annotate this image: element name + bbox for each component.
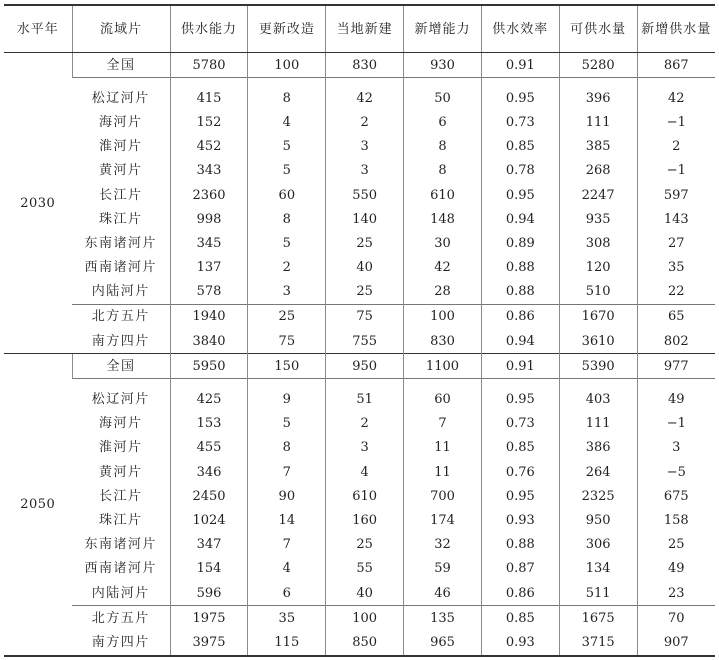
value-cell: 5 xyxy=(248,231,326,255)
basin-cell: 长江片 xyxy=(99,187,143,203)
basin-cell: 长江片 xyxy=(99,488,143,504)
header-row xyxy=(4,5,715,53)
value-cell: 11 xyxy=(404,436,482,460)
value-cell: 134 xyxy=(559,557,637,581)
value-cell: 0.95 xyxy=(481,183,559,207)
value-cell: 50 xyxy=(404,78,482,111)
value-cell: 8 xyxy=(404,135,482,159)
value-cell: 415 xyxy=(170,78,248,111)
value-cell: 1975 xyxy=(170,606,248,631)
table-row xyxy=(4,460,715,484)
value-cell: 1675 xyxy=(559,606,637,631)
value-cell: 347 xyxy=(170,533,248,557)
value-cell: 2 xyxy=(248,256,326,280)
column-header: 供水能力 xyxy=(170,5,248,53)
value-cell: 35 xyxy=(248,606,326,631)
value-cell: 3 xyxy=(637,436,715,460)
value-cell: 14 xyxy=(248,508,326,532)
value-cell: 830 xyxy=(404,329,482,354)
value-cell: 11 xyxy=(404,460,482,484)
value-cell: 1670 xyxy=(559,304,637,329)
value-cell: 345 xyxy=(170,231,248,255)
value-cell: 42 xyxy=(326,78,404,111)
value-cell: 8 xyxy=(248,207,326,231)
value-cell: 264 xyxy=(559,460,637,484)
value-cell: 0.94 xyxy=(481,329,559,354)
value-cell: 75 xyxy=(248,329,326,354)
basin-cell: 珠江片 xyxy=(99,512,143,528)
value-cell: 0.76 xyxy=(481,460,559,484)
value-cell: 2 xyxy=(637,135,715,159)
basin-cell: 松辽河片 xyxy=(72,379,170,412)
basin-cell: 淮河片 xyxy=(99,139,143,155)
value-cell: 5950 xyxy=(170,354,248,379)
value-cell: 550 xyxy=(326,183,404,207)
value-cell: 8 xyxy=(404,159,482,183)
value-cell: 2450 xyxy=(170,484,248,508)
basin-cell: 内陆河片 xyxy=(91,585,150,601)
value-cell: 6 xyxy=(248,581,326,606)
value-cell: 3 xyxy=(326,159,404,183)
value-cell: 111 xyxy=(559,110,637,134)
basin-cell: 东南诸河片 xyxy=(84,537,158,553)
value-cell: 385 xyxy=(559,135,637,159)
basin-cell: 西南诸河片 xyxy=(84,561,158,577)
basin-cell: 海河片 xyxy=(99,416,143,432)
value-cell: 153 xyxy=(170,412,248,436)
value-cell: 100 xyxy=(326,606,404,631)
value-cell: 28 xyxy=(404,280,482,305)
value-cell: 5390 xyxy=(559,354,637,379)
value-cell: 152 xyxy=(170,110,248,134)
basin-cell: 南方四片 xyxy=(72,630,170,655)
table-row xyxy=(4,630,715,655)
value-cell: 268 xyxy=(559,159,637,183)
value-cell: 0.85 xyxy=(481,436,559,460)
table-row xyxy=(4,135,715,159)
value-cell: 0.95 xyxy=(481,379,559,412)
table-row xyxy=(4,581,715,606)
value-cell: 46 xyxy=(404,581,482,606)
value-cell: 597 xyxy=(637,183,715,207)
value-cell: 111 xyxy=(559,412,637,436)
value-cell: 0.91 xyxy=(481,53,559,78)
column-header: 可供水量 xyxy=(559,5,637,53)
column-header: 供水效率 xyxy=(481,5,559,53)
basin-cell: 北方五片 xyxy=(72,606,170,631)
value-cell: 5280 xyxy=(559,53,637,78)
value-cell: 850 xyxy=(326,630,404,655)
value-cell: 8 xyxy=(248,78,326,111)
value-cell: 0.85 xyxy=(481,606,559,631)
value-cell: 42 xyxy=(404,256,482,280)
value-cell: 998 xyxy=(170,207,248,231)
table-row xyxy=(4,329,715,354)
year-cell: 2050 xyxy=(4,354,72,656)
value-cell: 675 xyxy=(637,484,715,508)
value-cell: 150 xyxy=(248,354,326,379)
table-row xyxy=(4,484,715,508)
value-cell: 160 xyxy=(326,508,404,532)
value-cell: 455 xyxy=(170,436,248,460)
year-cell: 2030 xyxy=(20,195,56,211)
basin-cell: 内陆河片 xyxy=(91,284,150,300)
value-cell: 3 xyxy=(326,436,404,460)
value-cell: 950 xyxy=(326,354,404,379)
value-cell: −1 xyxy=(637,159,715,183)
value-cell: 700 xyxy=(404,484,482,508)
value-cell: 2 xyxy=(326,412,404,436)
value-cell: 100 xyxy=(404,304,482,329)
value-cell: 60 xyxy=(404,379,482,412)
value-cell: 2325 xyxy=(559,484,637,508)
basin-cell: 珠江片 xyxy=(99,211,143,227)
value-cell: 0.88 xyxy=(481,256,559,280)
value-cell: 4 xyxy=(248,110,326,134)
value-cell: 5780 xyxy=(170,53,248,78)
table-row xyxy=(4,508,715,532)
value-cell: 120 xyxy=(559,256,637,280)
value-cell: 3610 xyxy=(559,329,637,354)
value-cell: 2360 xyxy=(170,183,248,207)
value-cell: 2 xyxy=(326,110,404,134)
value-cell: 452 xyxy=(170,135,248,159)
value-cell: −1 xyxy=(637,110,715,134)
table-row xyxy=(4,53,715,78)
value-cell: 42 xyxy=(637,78,715,111)
value-cell: 140 xyxy=(326,207,404,231)
value-cell: 35 xyxy=(637,256,715,280)
value-cell: 0.73 xyxy=(481,412,559,436)
value-cell: 935 xyxy=(559,207,637,231)
basin-cell: 黄河片 xyxy=(99,464,143,480)
value-cell: 32 xyxy=(404,533,482,557)
value-cell: 0.78 xyxy=(481,159,559,183)
column-header: 更新改造 xyxy=(248,5,326,53)
basin-cell: 松辽河片 xyxy=(72,78,170,111)
table-header xyxy=(4,5,715,53)
value-cell: 5 xyxy=(248,159,326,183)
value-cell: 403 xyxy=(559,379,637,412)
basin-cell: 淮河片 xyxy=(99,440,143,456)
value-cell: 965 xyxy=(404,630,482,655)
value-cell: 0.86 xyxy=(481,581,559,606)
value-cell: 386 xyxy=(559,436,637,460)
value-cell: 0.93 xyxy=(481,508,559,532)
value-cell: 22 xyxy=(637,280,715,305)
value-cell: 396 xyxy=(559,78,637,111)
value-cell: 135 xyxy=(404,606,482,631)
value-cell: 0.73 xyxy=(481,110,559,134)
water-supply-table xyxy=(4,4,715,657)
column-header: 新增供水量 xyxy=(637,5,715,53)
value-cell: 143 xyxy=(637,207,715,231)
value-cell: 23 xyxy=(637,581,715,606)
column-header: 水平年 xyxy=(4,5,72,53)
value-cell: 3840 xyxy=(170,329,248,354)
value-cell: 100 xyxy=(248,53,326,78)
value-cell: 60 xyxy=(248,183,326,207)
value-cell: 610 xyxy=(404,183,482,207)
value-cell: 1940 xyxy=(170,304,248,329)
value-cell: 7 xyxy=(248,533,326,557)
column-header: 新增能力 xyxy=(404,5,482,53)
value-cell: 3715 xyxy=(559,630,637,655)
table-body xyxy=(4,53,715,656)
value-cell: 90 xyxy=(248,484,326,508)
table-row xyxy=(4,533,715,557)
value-cell: 1100 xyxy=(404,354,482,379)
value-cell: 596 xyxy=(170,581,248,606)
table-row xyxy=(4,159,715,183)
value-cell: 25 xyxy=(326,280,404,305)
value-cell: 148 xyxy=(404,207,482,231)
value-cell: 27 xyxy=(637,231,715,255)
value-cell: 7 xyxy=(248,460,326,484)
table-row xyxy=(4,412,715,436)
basin-cell: 南方四片 xyxy=(91,333,150,349)
value-cell: −5 xyxy=(637,460,715,484)
table-row xyxy=(4,557,715,581)
value-cell: 75 xyxy=(326,304,404,329)
value-cell: 154 xyxy=(170,557,248,581)
value-cell: 802 xyxy=(637,329,715,354)
value-cell: 137 xyxy=(170,256,248,280)
basin-cell: 黄河片 xyxy=(99,163,143,179)
value-cell: 510 xyxy=(559,280,637,305)
value-cell: 1024 xyxy=(170,508,248,532)
value-cell: 40 xyxy=(326,256,404,280)
value-cell: 6 xyxy=(404,110,482,134)
table-row xyxy=(4,231,715,255)
basin-cell: 全国 xyxy=(72,53,170,78)
table-row xyxy=(4,280,715,305)
value-cell: 158 xyxy=(637,508,715,532)
basin-cell: 北方五片 xyxy=(72,304,170,329)
value-cell: 343 xyxy=(170,159,248,183)
value-cell: −1 xyxy=(637,412,715,436)
value-cell: 578 xyxy=(170,280,248,305)
table-row xyxy=(4,304,715,329)
table-row xyxy=(4,606,715,631)
table-row xyxy=(4,354,715,379)
value-cell: 25 xyxy=(637,533,715,557)
value-cell: 950 xyxy=(559,508,637,532)
value-cell: 0.89 xyxy=(481,231,559,255)
value-cell: 977 xyxy=(637,354,715,379)
value-cell: 0.87 xyxy=(481,557,559,581)
value-cell: 755 xyxy=(326,329,404,354)
value-cell: 55 xyxy=(326,557,404,581)
table-row xyxy=(4,183,715,207)
value-cell: 3 xyxy=(326,135,404,159)
value-cell: 0.95 xyxy=(481,78,559,111)
value-cell: 7 xyxy=(404,412,482,436)
basin-cell: 西南诸河片 xyxy=(84,260,158,276)
table-row xyxy=(4,256,715,280)
value-cell: 0.93 xyxy=(481,630,559,655)
value-cell: 3 xyxy=(248,280,326,305)
value-cell: 49 xyxy=(637,557,715,581)
value-cell: 2247 xyxy=(559,183,637,207)
value-cell: 4 xyxy=(248,557,326,581)
value-cell: 51 xyxy=(326,379,404,412)
value-cell: 907 xyxy=(637,630,715,655)
table-row xyxy=(4,110,715,134)
column-header: 流域片 xyxy=(72,5,170,53)
value-cell: 346 xyxy=(170,460,248,484)
value-cell: 0.88 xyxy=(481,533,559,557)
value-cell: 5 xyxy=(248,135,326,159)
value-cell: 830 xyxy=(326,53,404,78)
value-cell: 867 xyxy=(637,53,715,78)
table-row xyxy=(4,436,715,460)
value-cell: 511 xyxy=(559,581,637,606)
value-cell: 930 xyxy=(404,53,482,78)
value-cell: 0.88 xyxy=(481,280,559,305)
value-cell: 610 xyxy=(326,484,404,508)
value-cell: 9 xyxy=(248,379,326,412)
table-row xyxy=(4,78,715,111)
value-cell: 0.86 xyxy=(481,304,559,329)
value-cell: 40 xyxy=(326,581,404,606)
value-cell: 3975 xyxy=(170,630,248,655)
value-cell: 306 xyxy=(559,533,637,557)
value-cell: 0.91 xyxy=(481,354,559,379)
value-cell: 8 xyxy=(248,436,326,460)
table-row xyxy=(4,379,715,412)
basin-cell: 全国 xyxy=(72,354,170,379)
value-cell: 5 xyxy=(248,412,326,436)
value-cell: 65 xyxy=(637,304,715,329)
column-header: 当地新建 xyxy=(326,5,404,53)
value-cell: 4 xyxy=(326,460,404,484)
value-cell: 49 xyxy=(637,379,715,412)
value-cell: 0.94 xyxy=(481,207,559,231)
value-cell: 425 xyxy=(170,379,248,412)
value-cell: 115 xyxy=(248,630,326,655)
value-cell: 30 xyxy=(404,231,482,255)
value-cell: 308 xyxy=(559,231,637,255)
value-cell: 25 xyxy=(248,304,326,329)
value-cell: 70 xyxy=(637,606,715,631)
value-cell: 25 xyxy=(326,231,404,255)
basin-cell: 东南诸河片 xyxy=(84,235,158,251)
value-cell: 174 xyxy=(404,508,482,532)
value-cell: 25 xyxy=(326,533,404,557)
basin-cell: 海河片 xyxy=(99,114,143,130)
value-cell: 0.95 xyxy=(481,484,559,508)
value-cell: 0.85 xyxy=(481,135,559,159)
value-cell: 59 xyxy=(404,557,482,581)
table-row xyxy=(4,207,715,231)
